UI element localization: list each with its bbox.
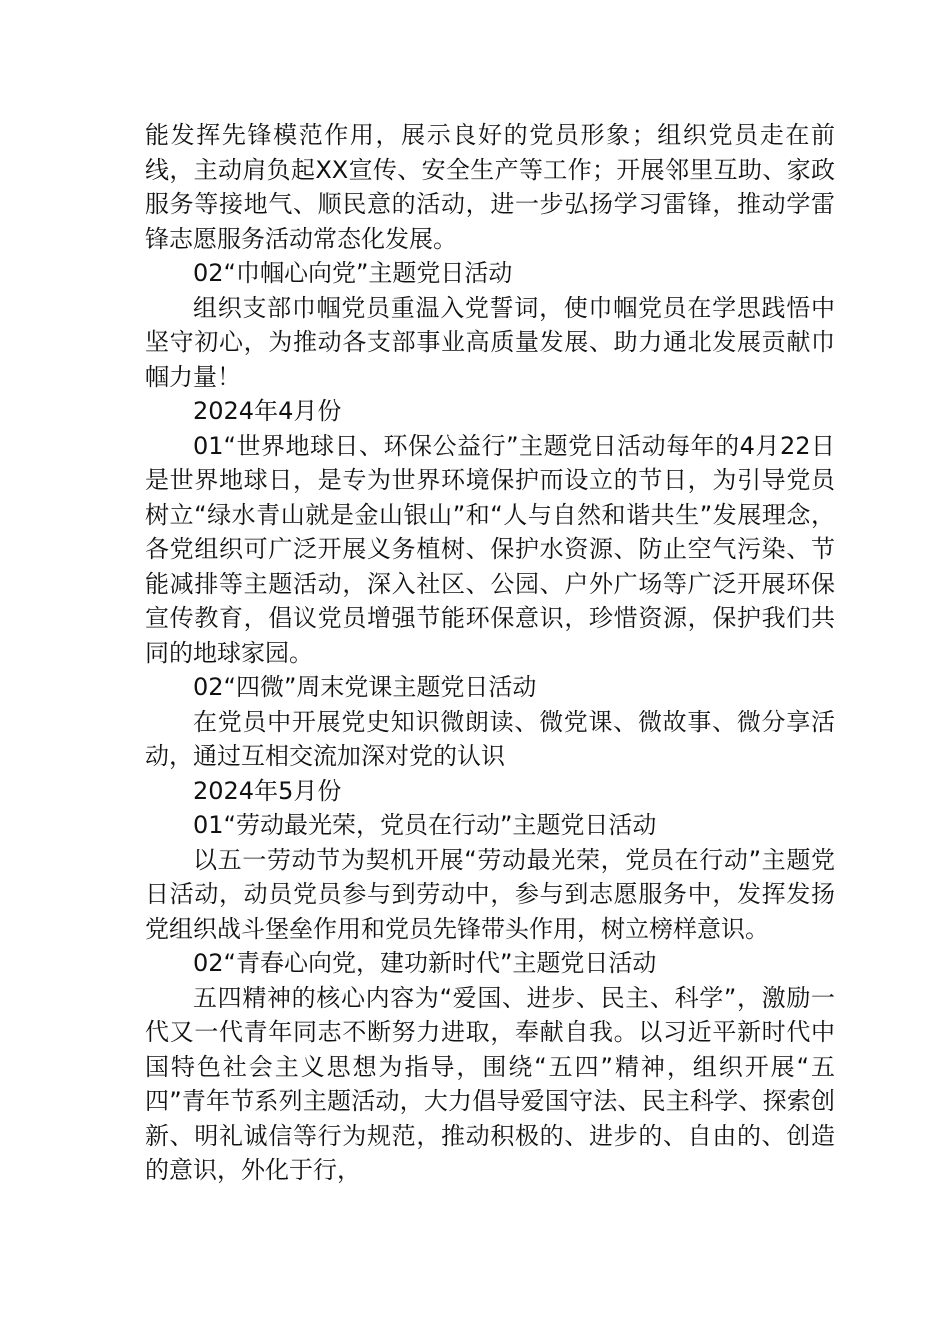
document-body [145,118,835,1188]
paragraph-four-micro: 在党员中开展党史知识微朗读、微党课、微故事、微分享活动，通过互相交流加深对党的认识 [145,707,835,770]
heading-youth-activity: 02“青春心向党，建功新时代”主题党日活动 [193,949,657,977]
paragraph-labor: 以五一劳动节为契机开展“劳动最光荣，党员在行动”主题党日活动，动员党员参与到劳动中，参与到志愿服务中，发挥发扬党组织战斗堡垒作用和党员先锋带头作用，树立榜样意识。 [145,845,835,943]
heading-labor-activity: 01“劳动最光荣，党员在行动”主题党日活动 [193,811,657,839]
paragraph-youth: 五四精神的核心内容为“爱国、进步、民主、科学”，激励一代又一代青年同志不断努力进取，奉献自我。以习近平新时代中国特色社会主义思想为指导，围绕“五四”精神，组织开展“五四”青年节系列主题活动，大力倡导爱国守法、民主科学、探索创新、明礼诚信等行为规范，推动积极的、进步的、自由的、创造的意识，外化于行， [145,983,835,1184]
heading-jinguo-activity: 02“巾帼心向党”主题党日活动 [193,259,513,287]
heading-april-2024: 2024年4月份 [193,397,342,425]
paragraph-earth-day: 01“世界地球日、环保公益行”主题党日活动每年的4月22日是世界地球日，是专为世界环境保护而设立的节日，为引导党员树立“绿水青山就是金山银山”和“人与自然和谐共生”发展理念，各党组织可广泛开展义务植树、保护水资源、防止空气污染、节能减排等主题活动，深入社区、公园、户外广场等广泛开展环保宣传教育，倡议党员增强节能环保意识，珍惜资源，保护我们共同的地球家园。 [145,431,835,667]
heading-four-micro: 02“四微”周末党课主题党日活动 [193,673,537,701]
heading-may-2024: 2024年5月份 [193,776,342,805]
paragraph-continuation: 能发挥先锋模范作用，展示良好的党员形象；组织党员走在前线，主动肩负起XX宣传、安全生产等工作；开展邻里互助、家政服务等接地气、顺民意的活动，进一步弘扬学习雷锋，推动学雷锋志愿服务活动常态化发展。 [145,121,835,253]
paragraph-jinguo: 组织支部巾帼党员重温入党誓词，使巾帼党员在学思践悟中坚守初心，为推动各支部事业高质量发展、助力通北发展贡献巾帼力量！ [145,293,835,391]
